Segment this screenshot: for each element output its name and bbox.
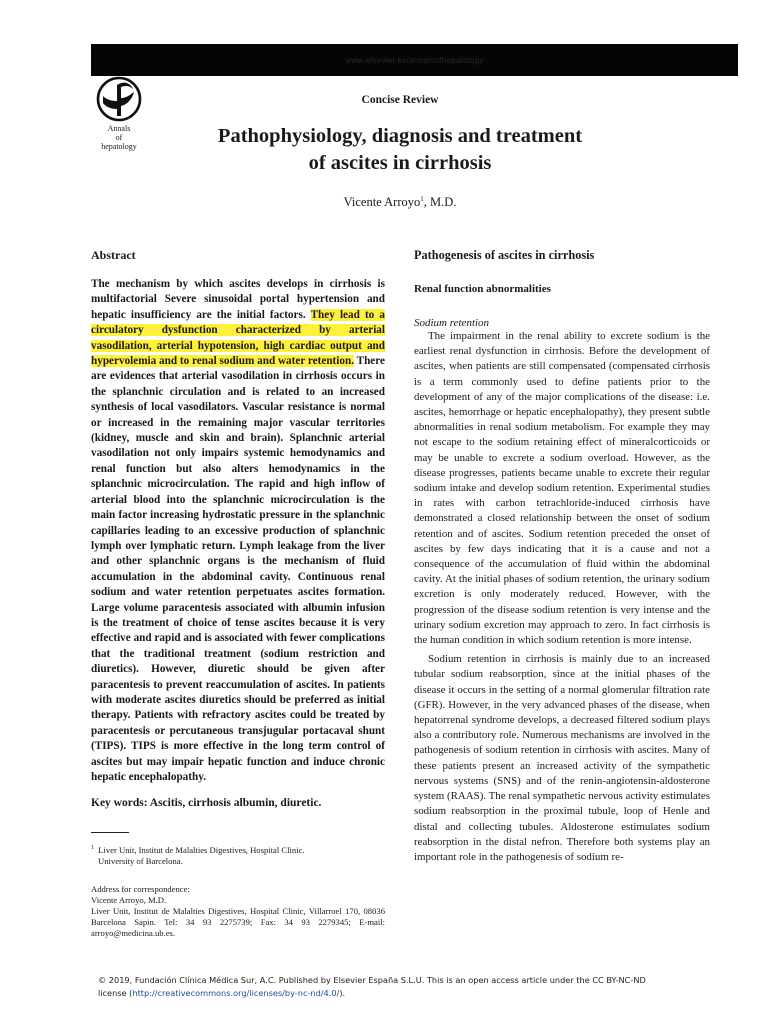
license-footer [98,974,718,1000]
journal-header-bar [91,44,738,76]
author-line [250,195,550,210]
abstract-text-intro: The mechanism by which ascites develops in cirrhosis is multifactorial Severe sinusoidal portal hypertension and hepatic insufficiency are the initial factors. [91,278,385,321]
body-paragraph-2: Sodium retention in cirrhosis is mainly due to an increased tubular sodium reabsorption, since at the initial phases of the disease it occurs in the setting of a normal glomerular filtration rate (GFR). However, in the very advanced phases of the disease, when hepatorrenal syndrome develops, a decreased filtered sodium plays also a contributory role. Numerous mechanisms are involved in the pathogenesis of sodium retention in cirrhosis with ascites. Many of these patients present an increased activity of the sympathetic nervous systems (SNS) and of the renin-angiotensin-aldosterone system (RAAS). The renal sympathetic nervous activity estimulates sodium reabsorption in the proximal tubule, loop of Henle and distal and collecting tubules. Aldosterone estimulates sodium reabsorption in the distal nefron. Therefore both systems play an important role in the pathogenesis of sodium re- [414,653,710,863]
correspondence-name: Vicente Arroyo, M.D. [91,894,167,905]
subsection-heading: Renal function abnormalities [414,283,551,295]
footnote-line-1: Liver Unit, Institut de Malalties Digestives, Hospital Clinic. [98,845,305,856]
abstract-text-rest: There are evidences that arterial vasodilation in cirrhosis occurs in the splanchnic circulation and is related to an increased synthesis of local vasodilators. Vascular resistance is normal or increased in the remaining major vascular territories (kidney, muscle and skin and brain). Splanchnic arterial vasodilation not only impairs systemic hemodynamics and renal function but also alters hemodynamics in the splanchnic microcirculation. The rapid and high inflow of arterial blood into the splanchnic microcirculation is the main factor increasing hydrostatic pressure in the splanchnic capillaries leading to an excessive production of splanchnic lymph over lymphatic return. Lymph leakage from the liver and other splanchnic organs is the mechanism of fluid accumulation in the abdominal cavity. Continuous renal sodium and water retention perpetuates ascites formation. Large volume paracentesis associated with albumin infusion is the treatment of choice of tense ascites because it is very effective and rapid and is associated with fewer complications that the traditional treatment (sodium restriction and diuretics). However, diuretic should be given after paracentesis to prevent reaccumulation of ascites. In patients with moderate ascites diuretics should be preferred as initial therapy. Patients with refractory ascites could be treated by paracentesis or percutaneous transjugular portacaval shunt (TIPS). TIPS is more effective in the long term control of ascites but may impair hepatic function and induce chronic hepatic encephalopathy. [91,355,385,783]
abstract-highlighted-text[interactable]: They lead to a circulatory dysfunction characterized by arterial vasodilation, arterial hypotension, high cardiac output and hypervolemia and to renal sodium and water retention. [91,308,385,368]
logo-line-2: of [115,133,123,142]
footnote-mark: 1 [91,845,94,852]
author-degree: , M.D. [423,195,457,210]
article-type: Concise Review [361,94,439,106]
article-title [180,123,620,177]
license-prefix: license ( [98,988,133,998]
author-affiliation-mark: 1 [420,195,424,203]
license-line-2 [98,987,718,1000]
affiliation-footnote [91,843,385,856]
abstract-text [91,277,385,785]
footnote-line-2: University of Barcelona. [98,856,183,867]
left-column [91,248,385,940]
journal-url: www.elsevier.es/annalsofhepatology [345,55,484,65]
correspondence-address: Liver Unit, Institut de Malalties Digestives, Hospital Clinic, Villarroel 170, 08036 Barcelona Sapin. Tel: 34 93 2275739; Fax: 34 93 2279345; E-mail: arroyo@medicina.ub.es. [91,906,385,939]
body-paragraph-1: The impairment in the renal ability to excrete sodium is the earliest renal dysfunction in cirrhosis. Before the development of ascites, when patients are still compensated (compensated cirrhosis is a term commonly used to define patients prior to the development of any of the major complications of the disease: i.e. ascites, hemorrhage or hepatic encephalopathy), they present subtle abnormalities in renal sodium metabolism. For example they may not escape to the sodium retaining effect of mineralcorticoids or may be unable to excrete a sodium overload. However, as the disease progresses, patients became unable to excrete their regular sodium intake and develop sodium retention. Experimental studies in rates with carbon tetrachloride-induced cirrhosis have demonstrated a closed relationship between the onset of sodium retention and of ascites. Sodium retention preceded the onset of ascites by few days indicating that it is a cause and not a consequence of the accumulation of fluid within the abdominal cavity. At the initial phases of sodium retention, the urinary sodium excretion is only moderately reduced. However, with the progression of the disease sodium retention is very intense and the urinary sodium excretion may approach to zero. In fact cirrhosis is the human condition in which sodium retention is more intense. [414,330,710,647]
keywords: Key words: Ascitis, cirrhosis albumin, diuretic. [91,797,322,810]
title-line-2: of ascites in cirrhosis [308,152,492,174]
section-heading: Pathogenesis of ascites in cirrhosis [414,248,595,262]
title-line-1: Pathophysiology, diagnosis and treatment [217,125,583,147]
abstract-heading: Abstract [91,248,136,262]
license-link[interactable]: http://creativecommons.org/licenses/by-nc-nd/4.0/ [132,988,340,998]
correspondence-block [91,884,385,940]
subsubsection-heading: Sodium retention [414,317,490,329]
footnote-divider [91,832,129,833]
liver-tree-icon [92,76,146,124]
journal-logo [90,76,148,156]
logo-line-3: hepatology [101,142,137,151]
logo-line-1: Annals [107,124,131,133]
author-name: Vicente Arroyo [343,195,421,210]
correspondence-label: Address for correspondence: [91,883,190,894]
license-line-1: © 2019, Fundación Clínica Médica Sur, A.C. Published by Elsevier España S.L.U. This is an open access article under the CC BY-NC-ND [98,975,646,985]
license-suffix: ). [339,988,346,998]
right-column [414,248,710,865]
